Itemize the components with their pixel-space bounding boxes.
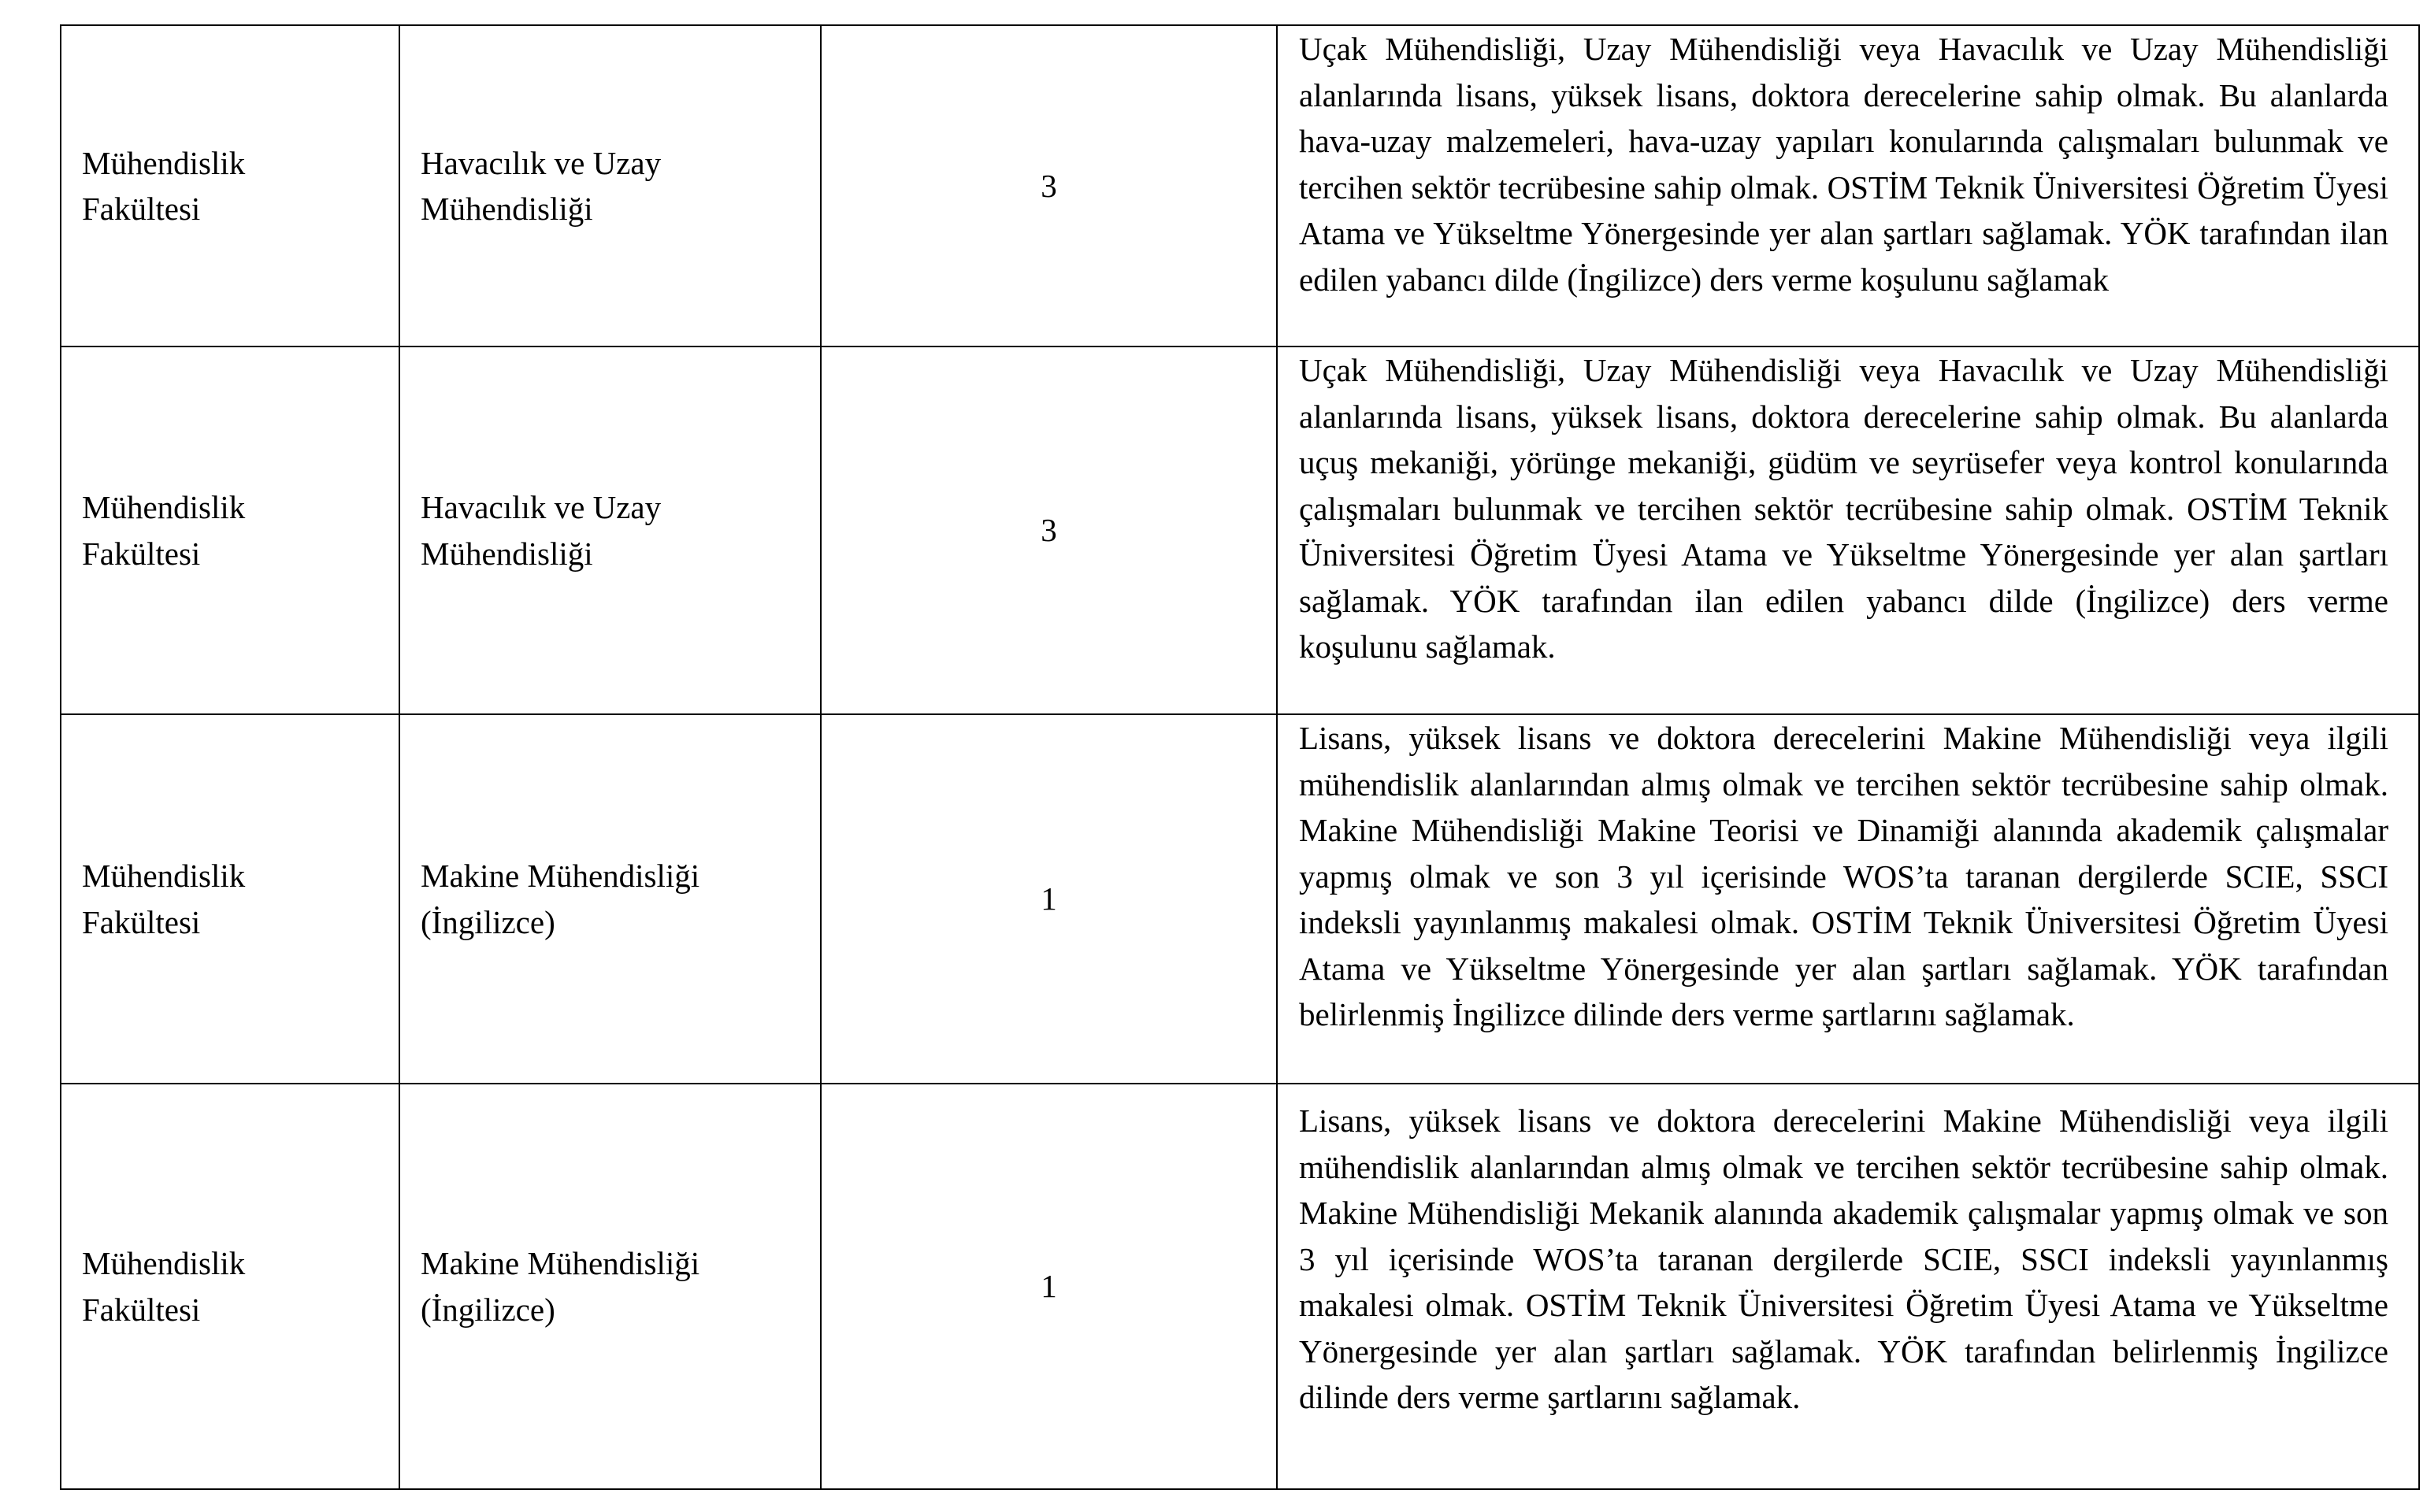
position-count-cell [821,346,1277,714]
department-line-2: (İngilizce) [421,903,555,940]
table-row [61,1084,2419,1489]
table-row [61,25,2419,346]
positions-table [60,24,2420,1490]
requirements-cell: Uçak Mühendisliği, Uzay Mühendisliği veya Havacılık ve Uzay Mühendisliği alanlarında lisans, yüksek lisans, doktora derecelerine sahip olmak. Bu alanlarda uçuş mekaniği, yörünge mekaniği, güdüm ve seyrüsefer veya kontrol konularında çalışmaları bulunmak ve tercihen sektör tecrübesine sahip olmak. OSTİM Teknik Üniversitesi Öğretim Üyesi Atama ve Yükseltme Yönergesinde yer alan şartları sağlamak. YÖK tarafından ilan edilen yabancı dilde (İngilizce) ders verme koşulunu sağlamak. [1277,346,2419,714]
department-line-1: Makine Mühendisliği [421,1245,700,1281]
department-line-1: Makine Mühendisliği [421,858,700,894]
faculty-cell [61,1084,399,1489]
requirements-cell: Uçak Mühendisliği, Uzay Mühendisliği veya Havacılık ve Uzay Mühendisliği alanlarında lisans, yüksek lisans, doktora derecelerine sahip olmak. Bu alanlarda hava-uzay malzemeleri, hava-uzay yapıları konularında çalışmaları bulunmak ve tercihen sektör tecrübesine sahip olmak. OSTİM Teknik Üniversitesi Öğretim Üyesi Atama ve Yükseltme Yönergesinde yer alan şartları sağlamak. YÖK tarafından ilan edilen yabancı dilde (İngilizce) ders verme koşulunu sağlamak [1277,25,2419,346]
department-line-2: Mühendisliği [421,535,593,572]
position-count: 3 [1041,167,1057,204]
department-line-1: Havacılık ve Uzay [421,144,662,181]
requirements-cell: Lisans, yüksek lisans ve doktora derecelerini Makine Mühendisliği veya ilgili mühendislik alanlarından almış olmak ve tercihen sektör tecrübesine sahip olmak. Makine Mühendisliği Mekanik alanında akademik çalışmalar yapmış olmak ve son 3 yıl içerisinde WOS’ta taranan dergilerde SCIE, SSCI indeksli yayınlanmış makalesi olmak. OSTİM Teknik Üniversitesi Öğretim Üyesi Atama ve Yükseltme Yönergesinde yer alan şartları sağlamak. YÖK tarafından belirlenmiş İngilizce dilinde ders verme şartlarını sağlamak. [1277,1084,2419,1489]
department-cell [399,1084,821,1489]
table-row [61,714,2419,1084]
faculty-line-2: Fakültesi [82,903,201,940]
faculty-line-1: Mühendislik [82,489,246,525]
faculty-cell [61,346,399,714]
position-count: 1 [1041,880,1057,917]
faculty-cell [61,25,399,346]
position-count: 3 [1041,512,1057,549]
position-count-cell [821,25,1277,346]
department-line-1: Havacılık ve Uzay [421,489,662,525]
faculty-line-2: Fakültesi [82,1291,201,1328]
faculty-line-1: Mühendislik [82,1245,246,1281]
department-cell [399,714,821,1084]
faculty-line-2: Fakültesi [82,191,201,227]
table-row [61,346,2419,714]
faculty-line-1: Mühendislik [82,144,246,181]
department-line-2: Mühendisliği [421,191,593,227]
faculty-line-1: Mühendislik [82,858,246,894]
faculty-line-2: Fakültesi [82,535,201,572]
position-count-cell [821,714,1277,1084]
position-count-cell [821,1084,1277,1489]
faculty-cell [61,714,399,1084]
department-cell [399,25,821,346]
department-cell [399,346,821,714]
department-line-2: (İngilizce) [421,1291,555,1328]
requirements-cell: Lisans, yüksek lisans ve doktora derecelerini Makine Mühendisliği veya ilgili mühendislik alanlarından almış olmak ve tercihen sektör tecrübesine sahip olmak. Makine Mühendisliği Makine Teorisi ve Dinamiği alanında akademik çalışmalar yapmış olmak ve son 3 yıl içerisinde WOS’ta taranan dergilerde SCIE, SSCI indeksli yayınlanmış makalesi olmak. OSTİM Teknik Üniversitesi Öğretim Üyesi Atama ve Yükseltme Yönergesinde yer alan şartları sağlamak. YÖK tarafından belirlenmiş İngilizce dilinde ders verme şartlarını sağlamak. [1277,714,2419,1084]
position-count: 1 [1041,1268,1057,1305]
